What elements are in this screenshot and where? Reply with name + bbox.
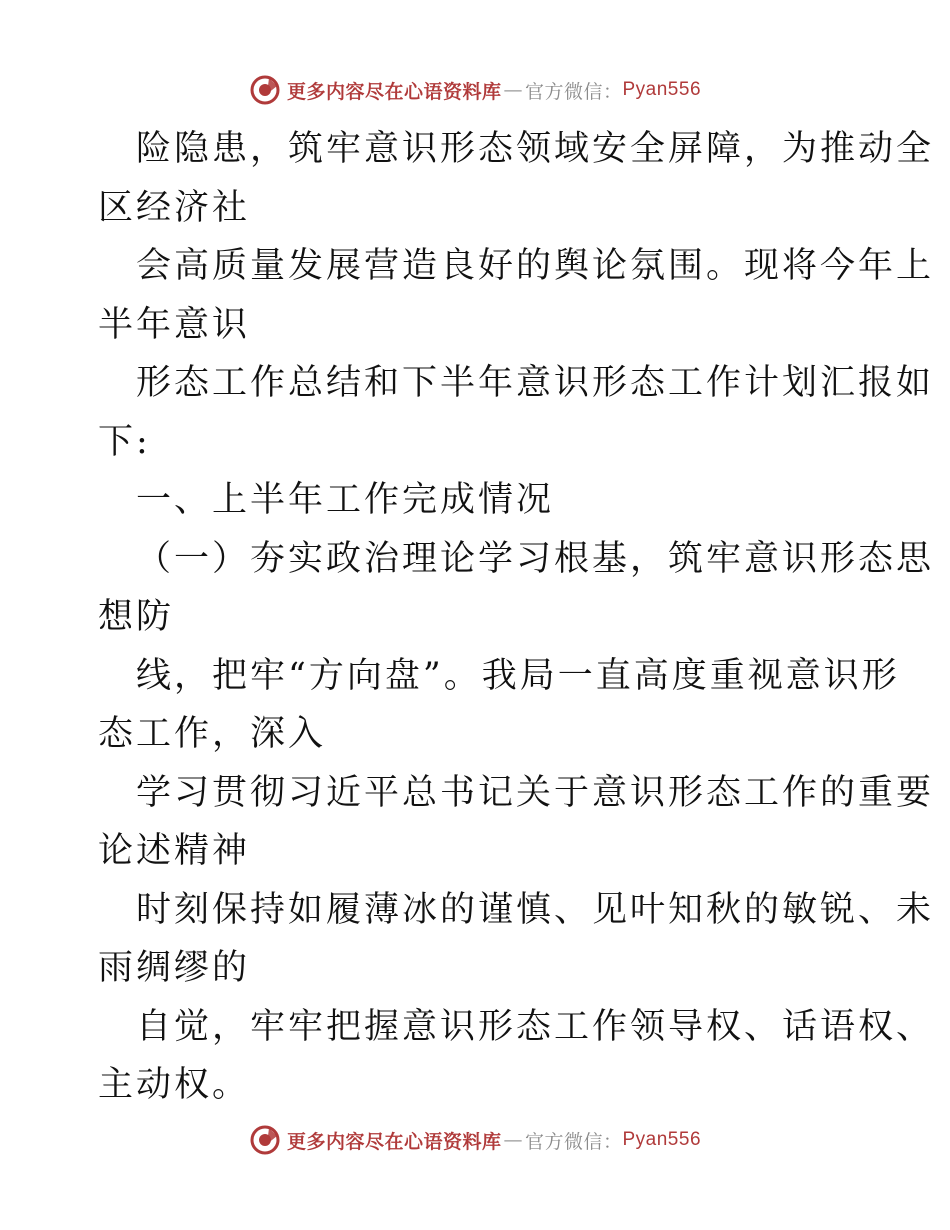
banner-brand: 更多内容尽在心语资料库 (286, 80, 502, 103)
body-line: 雨绸缪的 (98, 948, 251, 988)
body-line: 想防 (98, 597, 175, 637)
body-line: 形态工作总结和下半年意识形态工作计划汇报如 (136, 363, 935, 403)
banner-official-label: 官方微信： (524, 80, 623, 103)
header-banner (0, 70, 950, 110)
section-heading: 一、上半年工作完成情况 (136, 480, 555, 520)
body-line: 学习贯彻习近平总书记关于意识形态工作的重要 (136, 772, 935, 813)
body-line: 线，把牢“方向盘”。我局一直高度重视意识形 (136, 655, 900, 696)
body-line: 半年意识 (98, 304, 251, 345)
seal-logo-icon (249, 1124, 281, 1156)
body-line: 区经济社 (98, 187, 251, 228)
body-line: 险隐患，筑牢意识形态领域安全屏障，为推动全 (136, 129, 935, 169)
body-line: 主动权。 (98, 1065, 251, 1105)
document-body (98, 120, 935, 1115)
banner-dash: — (503, 79, 523, 101)
body-line: 论述精神 (98, 831, 251, 871)
body-line: 下: (98, 421, 151, 462)
footer-banner (0, 1120, 950, 1160)
subsection-heading: （一）夯实政治理论学习根基，筑牢意识形态思 (136, 538, 935, 579)
seal-logo-icon (249, 74, 281, 106)
body-line: 自觉，牢牢把握意识形态工作领导权、话语权、 (136, 1006, 935, 1047)
banner-official-label: 官方微信： (524, 1130, 623, 1153)
banner-brand: 更多内容尽在心语资料库 (286, 1130, 502, 1153)
body-line: 态工作，深入 (98, 714, 327, 754)
body-line: 时刻保持如履薄冰的谨慎、见叶知秋的敏锐、未 (136, 889, 935, 930)
banner-wechat-id: Pyan556 (622, 79, 702, 100)
banner-dash: — (503, 1129, 523, 1151)
body-line: 会高质量发展营造良好的舆论氛围。现将今年上 (136, 246, 935, 286)
banner-wechat-id: Pyan556 (622, 1129, 702, 1150)
